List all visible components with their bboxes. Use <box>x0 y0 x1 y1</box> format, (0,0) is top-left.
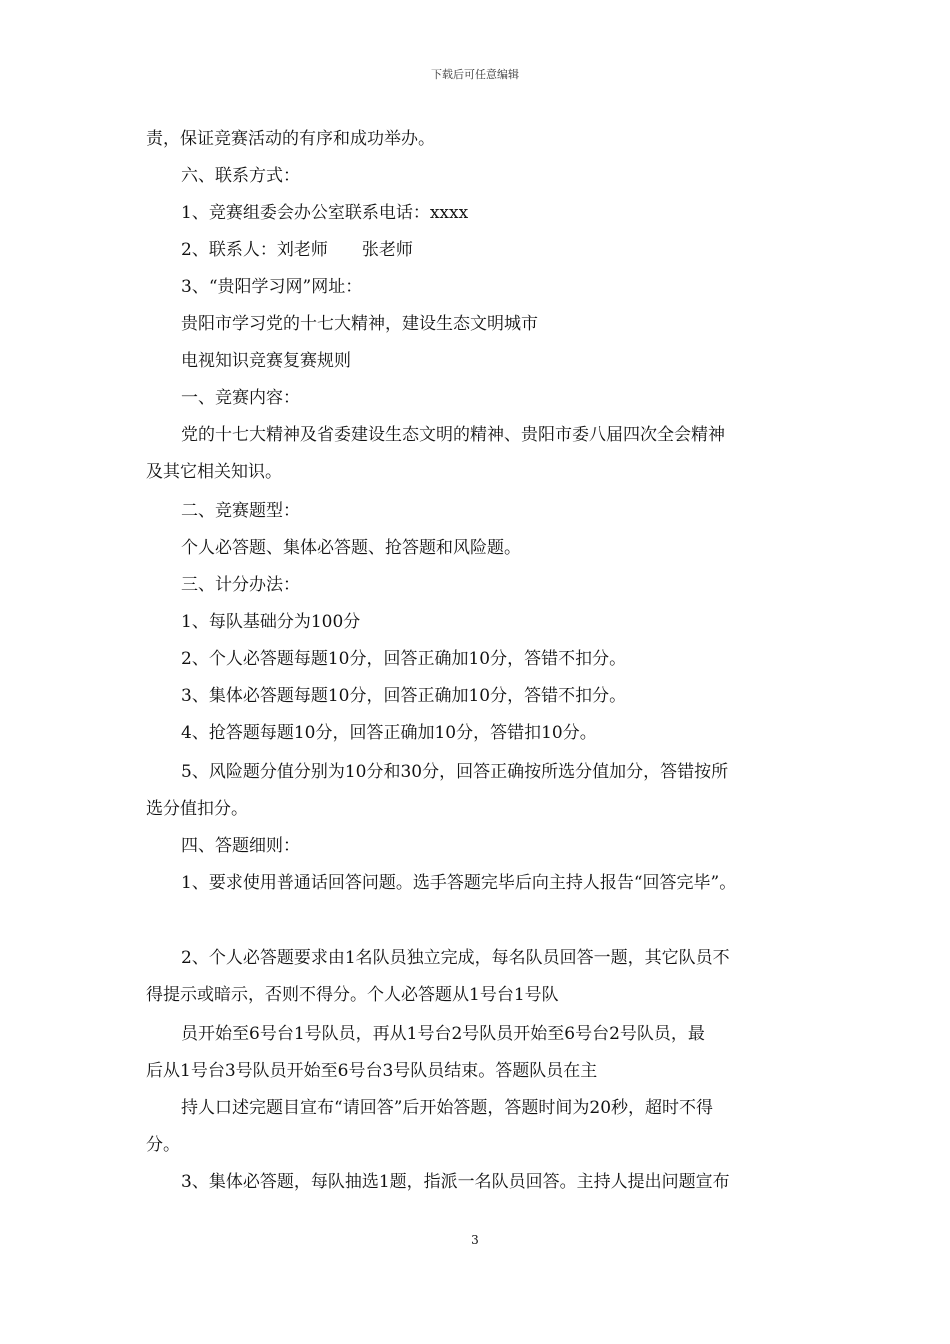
text-line: 2、个人必答题要求由1名队员独立完成，每名队员回答一题，其它队员不 <box>181 948 730 968</box>
text-line: 分。 <box>146 1135 180 1155</box>
section-heading: 一、竞赛内容： <box>181 388 300 408</box>
text-line: 1、每队基础分为100分 <box>181 612 361 632</box>
page-header: 下载后可任意编辑 <box>431 68 519 81</box>
text-line: 5、风险题分值分别为10分和30分，回答正确按所选分值加分，答错按所 <box>181 762 729 782</box>
text-line: 责，保证竞赛活动的有序和成功举办。 <box>146 129 435 149</box>
text-line: 选分值扣分。 <box>146 799 248 819</box>
text-line: 3、“贵阳学习网”网址： <box>181 277 363 297</box>
text-line: 持人口述完题目宣布“请回答”后开始答题，答题时间为20秒，超时不得 <box>181 1098 714 1118</box>
page-number: 3 <box>471 1233 479 1247</box>
section-heading: 三、计分办法： <box>181 575 300 595</box>
text-line: 个人必答题、集体必答题、抢答题和风险题。 <box>181 538 521 558</box>
text-line: 及其它相关知识。 <box>146 462 282 482</box>
text-line: 党的十七大精神及省委建设生态文明的精神、贵阳市委八届四次全会精神 <box>181 425 725 445</box>
document-title: 电视知识竞赛复赛规则 <box>181 351 351 371</box>
text-line: 得提示或暗示，否则不得分。个人必答题从1号台1号队 <box>146 985 559 1005</box>
text-line: 2、个人必答题每题10分，回答正确加10分，答错不扣分。 <box>181 649 627 669</box>
text-line: 2、联系人：刘老师 张老师 <box>181 240 413 260</box>
text-line: 3、集体必答题，每队抽选1题，指派一名队员回答。主持人提出问题宣布 <box>181 1172 730 1192</box>
section-heading: 四、答题细则： <box>181 836 300 856</box>
text-line: 3、集体必答题每题10分，回答正确加10分，答错不扣分。 <box>181 686 627 706</box>
section-heading: 二、竞赛题型： <box>181 501 300 521</box>
text-line: 1、要求使用普通话回答问题。选手答题完毕后向主持人报告“回答完毕”。 <box>181 873 737 893</box>
text-line: 4、抢答题每题10分，回答正确加10分，答错扣10分。 <box>181 723 597 743</box>
document-title: 贵阳市学习党的十七大精神，建设生态文明城市 <box>181 314 538 334</box>
text-line: 1、竞赛组委会办公室联系电话：xxxx <box>181 203 469 223</box>
text-line: 员开始至6号台1号队员，再从1号台2号队员开始至6号台2号队员，最 <box>181 1024 705 1044</box>
text-line: 后从1号台3号队员开始至6号台3号队员结束。答题队员在主 <box>146 1061 598 1081</box>
section-heading: 六、联系方式： <box>181 166 300 186</box>
